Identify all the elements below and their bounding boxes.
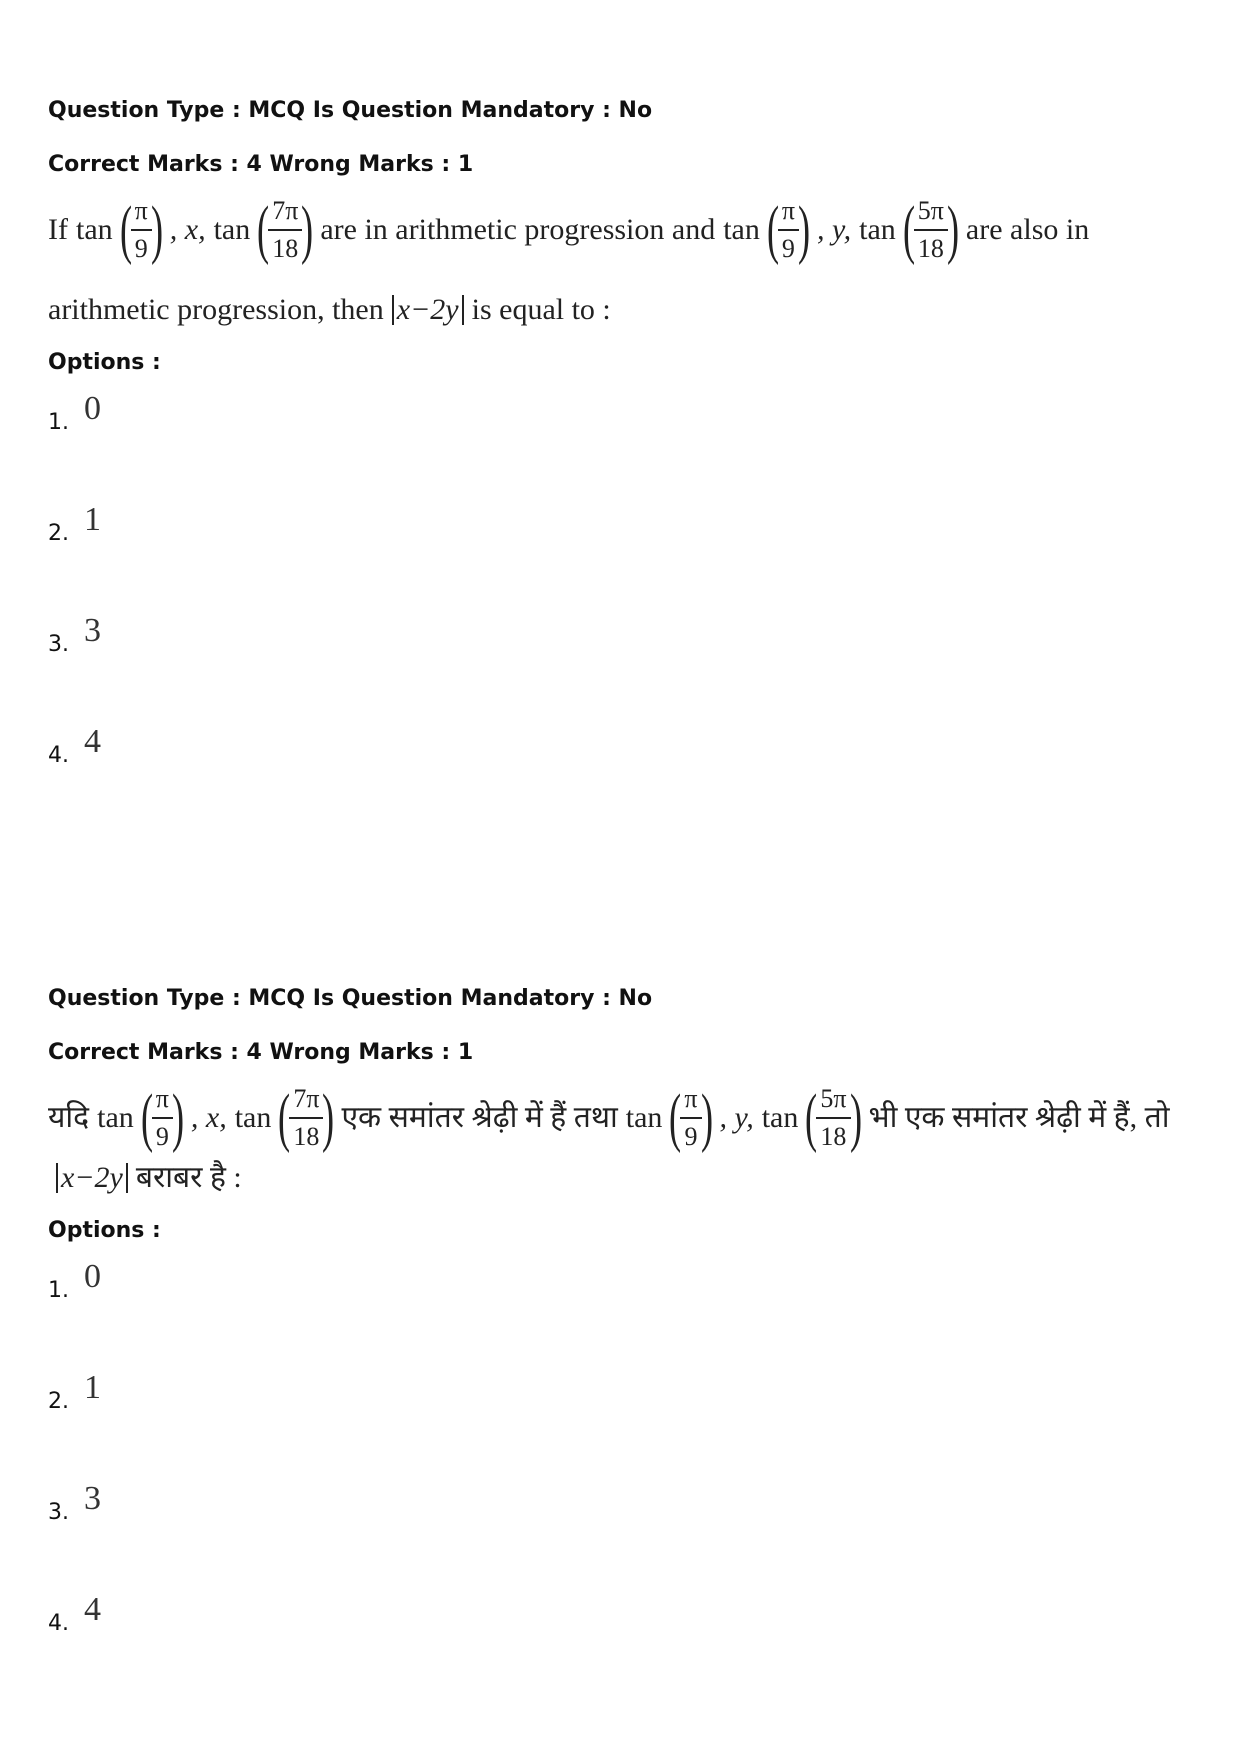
fraction-7pi-over-18: ( $\frac{7\pi}{18}$ ): [257, 193, 314, 266]
option-number: 1.: [48, 1278, 69, 1303]
stem-word-if: यदि: [48, 1101, 90, 1134]
stem-mid-text: are in arithmetic progression and: [320, 213, 716, 246]
tan-label: tan: [625, 1101, 663, 1134]
tan-label: tan: [75, 213, 113, 246]
stem-mid-text: एक समांतर श्रेढ़ी में हैं तथा: [341, 1101, 618, 1134]
option-value: 0: [84, 390, 101, 427]
options-title: Options :: [48, 1218, 161, 1243]
term-x: , x,: [190, 1101, 227, 1134]
fraction-pi-over-9: ( $\frac{\pi}{9}$ ): [766, 193, 811, 266]
term-y: , y,: [816, 213, 852, 246]
stem-line-2: [48, 290, 1198, 330]
option-number: 3.: [48, 632, 69, 657]
question-block-2: [48, 984, 1198, 1690]
option-4[interactable]: [48, 711, 1198, 822]
option-2[interactable]: [48, 489, 1198, 600]
option-value: 4: [84, 1591, 101, 1628]
stem-line2-post: बराबर है :: [135, 1161, 242, 1194]
option-value: 0: [84, 1258, 101, 1295]
stem-line-1: [48, 193, 1198, 266]
stem-word-if: If: [48, 213, 68, 246]
options-list: [48, 1246, 1198, 1690]
options-title: Options :: [48, 350, 161, 375]
fraction-pi-over-9: ( $\frac{\pi}{9}$ ): [669, 1081, 713, 1154]
tan-label: tan: [213, 213, 251, 246]
fraction-5pi-over-18: ( $\frac{5\pi}{18}$ ): [902, 193, 959, 266]
option-value: 1: [84, 501, 101, 538]
question-type-line: Question Type : MCQ Is Question Mandatory : No: [48, 986, 653, 1011]
stem-end-text: भी एक समांतर श्रेढ़ी में हैं, तो: [868, 1101, 1170, 1134]
option-number: 2.: [48, 521, 69, 546]
option-value: 3: [84, 1480, 101, 1517]
option-number: 2.: [48, 1389, 69, 1414]
option-value: 1: [84, 1369, 101, 1406]
tan-label: tan: [97, 1101, 134, 1134]
option-value: 3: [84, 612, 101, 649]
stem-end-text: are also in: [965, 213, 1090, 246]
option-value: 4: [84, 723, 101, 760]
option-number: 1.: [48, 410, 69, 435]
option-4[interactable]: [48, 1579, 1198, 1690]
fraction-pi-over-9: ( $\frac{\pi}{9}$ ): [119, 193, 163, 266]
tan-label: tan: [859, 213, 896, 246]
option-number: 4.: [48, 743, 69, 768]
option-2[interactable]: [48, 1357, 1198, 1468]
option-number: 3.: [48, 1500, 69, 1525]
tan-label: tan: [234, 1101, 272, 1134]
fraction-5pi-over-18: ( $\frac{5\pi}{18}$ ): [805, 1081, 862, 1154]
stem-line-2: [48, 1158, 1198, 1198]
option-3[interactable]: [48, 1468, 1198, 1579]
marks-line: Correct Marks : 4 Wrong Marks : 1: [48, 152, 474, 177]
stem-line2-pre: arithmetic progression, then: [48, 293, 384, 326]
options-list: [48, 378, 1198, 822]
tan-label: tan: [723, 213, 760, 246]
option-1[interactable]: [48, 378, 1198, 489]
term-x: , x,: [169, 213, 206, 246]
question-stem: [48, 193, 1198, 330]
option-number: 4.: [48, 1611, 69, 1636]
question-stem: [48, 1081, 1198, 1198]
marks-line: Correct Marks : 4 Wrong Marks : 1: [48, 1040, 474, 1065]
term-y: , y,: [719, 1101, 754, 1134]
question-block-1: [48, 96, 1198, 822]
fraction-pi-over-9: ( $\frac{\pi}{9}$ ): [140, 1081, 184, 1154]
stem-line2-post: is equal to :: [471, 293, 611, 326]
stem-line-1: [48, 1081, 1198, 1154]
fraction-7pi-over-18: ( $\frac{7\pi}{18}$ ): [278, 1081, 335, 1154]
option-3[interactable]: [48, 600, 1198, 711]
abs-x-minus-2y: x−2y: [392, 295, 464, 325]
tan-label: tan: [761, 1101, 799, 1134]
question-type-line: Question Type : MCQ Is Question Mandatory : No: [48, 98, 653, 123]
abs-x-minus-2y: x−2y: [56, 1163, 128, 1193]
option-1[interactable]: [48, 1246, 1198, 1357]
